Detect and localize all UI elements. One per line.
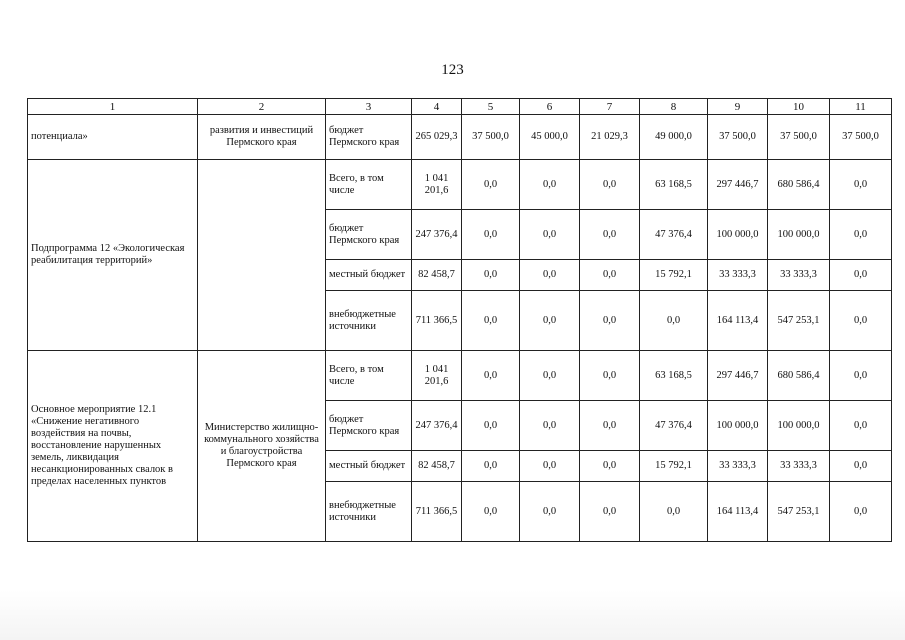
value-cell: 0,0 (830, 482, 892, 542)
value-cell: 21 029,3 (580, 115, 640, 160)
value-cell: 0,0 (520, 351, 580, 401)
value-cell: 0,0 (580, 260, 640, 291)
funding-source-cell: местный бюджет (326, 260, 412, 291)
value-cell: 0,0 (830, 160, 892, 210)
value-cell: 247 376,4 (412, 210, 462, 260)
value-cell: 63 168,5 (640, 160, 708, 210)
value-cell: 0,0 (640, 482, 708, 542)
value-cell: 33 333,3 (768, 260, 830, 291)
value-cell: 0,0 (520, 291, 580, 351)
table-row (28, 160, 892, 210)
column-header: 4 (412, 99, 462, 115)
column-header: 2 (198, 99, 326, 115)
value-cell: 33 333,3 (768, 451, 830, 482)
value-cell: 711 366,5 (412, 482, 462, 542)
column-header: 7 (580, 99, 640, 115)
value-cell: 0,0 (462, 160, 520, 210)
executor-cell: Министерство жилищно-коммунального хозяйства и благоустройства Пермского края (198, 351, 326, 542)
value-cell: 0,0 (462, 260, 520, 291)
funding-source-cell: внебюджетные источники (326, 482, 412, 542)
value-cell: 0,0 (580, 482, 640, 542)
value-cell: 82 458,7 (412, 260, 462, 291)
table-row (28, 351, 892, 401)
value-cell: 164 113,4 (708, 291, 768, 351)
executor-cell: развития и инвестиций Пермского края (198, 115, 326, 160)
value-cell: 0,0 (830, 260, 892, 291)
funding-source-cell: Всего, в том числе (326, 160, 412, 210)
budget-table (27, 98, 892, 542)
value-cell: 0,0 (580, 451, 640, 482)
value-cell: 45 000,0 (520, 115, 580, 160)
column-header: 9 (708, 99, 768, 115)
value-cell: 711 366,5 (412, 291, 462, 351)
value-cell: 0,0 (462, 291, 520, 351)
value-cell: 15 792,1 (640, 260, 708, 291)
value-cell: 0,0 (520, 451, 580, 482)
header-row (28, 99, 892, 115)
value-cell: 0,0 (830, 351, 892, 401)
value-cell: 0,0 (580, 351, 640, 401)
value-cell: 0,0 (462, 210, 520, 260)
value-cell: 680 586,4 (768, 351, 830, 401)
value-cell: 100 000,0 (708, 401, 768, 451)
value-cell: 0,0 (462, 482, 520, 542)
value-cell: 247 376,4 (412, 401, 462, 451)
executor-cell (198, 160, 326, 351)
value-cell: 297 446,7 (708, 160, 768, 210)
value-cell: 82 458,7 (412, 451, 462, 482)
value-cell: 63 168,5 (640, 351, 708, 401)
column-header: 5 (462, 99, 520, 115)
value-cell: 0,0 (462, 351, 520, 401)
value-cell: 0,0 (830, 291, 892, 351)
program-name-cell: Основное мероприятие 12.1 «Снижение негативного воздействия на почвы, восстановление нарушенных земель, ликвидация несанкционированных свалок в пределах населенных пунктов (28, 351, 198, 542)
column-header: 8 (640, 99, 708, 115)
value-cell: 0,0 (640, 291, 708, 351)
page-number: 123 (441, 62, 464, 78)
value-cell: 0,0 (830, 401, 892, 451)
value-cell: 0,0 (580, 160, 640, 210)
funding-source-cell: Всего, в том числе (326, 351, 412, 401)
value-cell: 37 500,0 (462, 115, 520, 160)
funding-source-cell: бюджет Пермского края (326, 401, 412, 451)
value-cell: 0,0 (520, 260, 580, 291)
value-cell: 0,0 (580, 291, 640, 351)
funding-source-cell: внебюджетные источники (326, 291, 412, 351)
value-cell: 33 333,3 (708, 260, 768, 291)
value-cell: 1 041 201,6 (412, 351, 462, 401)
program-name-cell: Подпрограмма 12 «Экологическая реабилитация территорий» (28, 160, 198, 351)
column-header: 6 (520, 99, 580, 115)
value-cell: 37 500,0 (830, 115, 892, 160)
value-cell: 0,0 (520, 401, 580, 451)
value-cell: 0,0 (462, 451, 520, 482)
value-cell: 0,0 (830, 210, 892, 260)
value-cell: 100 000,0 (768, 401, 830, 451)
page-bottom-shade (0, 590, 905, 640)
value-cell: 33 333,3 (708, 451, 768, 482)
value-cell: 15 792,1 (640, 451, 708, 482)
value-cell: 0,0 (462, 401, 520, 451)
column-header: 11 (830, 99, 892, 115)
value-cell: 1 041 201,6 (412, 160, 462, 210)
value-cell: 0,0 (520, 210, 580, 260)
value-cell: 0,0 (580, 210, 640, 260)
value-cell: 47 376,4 (640, 210, 708, 260)
column-header: 1 (28, 99, 198, 115)
value-cell: 0,0 (520, 160, 580, 210)
value-cell: 47 376,4 (640, 401, 708, 451)
funding-source-cell: бюджет Пермского края (326, 115, 412, 160)
value-cell: 100 000,0 (708, 210, 768, 260)
column-header: 3 (326, 99, 412, 115)
value-cell: 547 253,1 (768, 482, 830, 542)
value-cell: 680 586,4 (768, 160, 830, 210)
value-cell: 0,0 (580, 401, 640, 451)
table-row (28, 115, 892, 160)
value-cell: 37 500,0 (768, 115, 830, 160)
value-cell: 0,0 (830, 451, 892, 482)
value-cell: 265 029,3 (412, 115, 462, 160)
value-cell: 49 000,0 (640, 115, 708, 160)
funding-source-cell: местный бюджет (326, 451, 412, 482)
column-header: 10 (768, 99, 830, 115)
value-cell: 100 000,0 (768, 210, 830, 260)
value-cell: 37 500,0 (708, 115, 768, 160)
funding-source-cell: бюджет Пермского края (326, 210, 412, 260)
value-cell: 0,0 (520, 482, 580, 542)
program-name-cell: потенциала» (28, 115, 198, 160)
value-cell: 297 446,7 (708, 351, 768, 401)
value-cell: 547 253,1 (768, 291, 830, 351)
value-cell: 164 113,4 (708, 482, 768, 542)
